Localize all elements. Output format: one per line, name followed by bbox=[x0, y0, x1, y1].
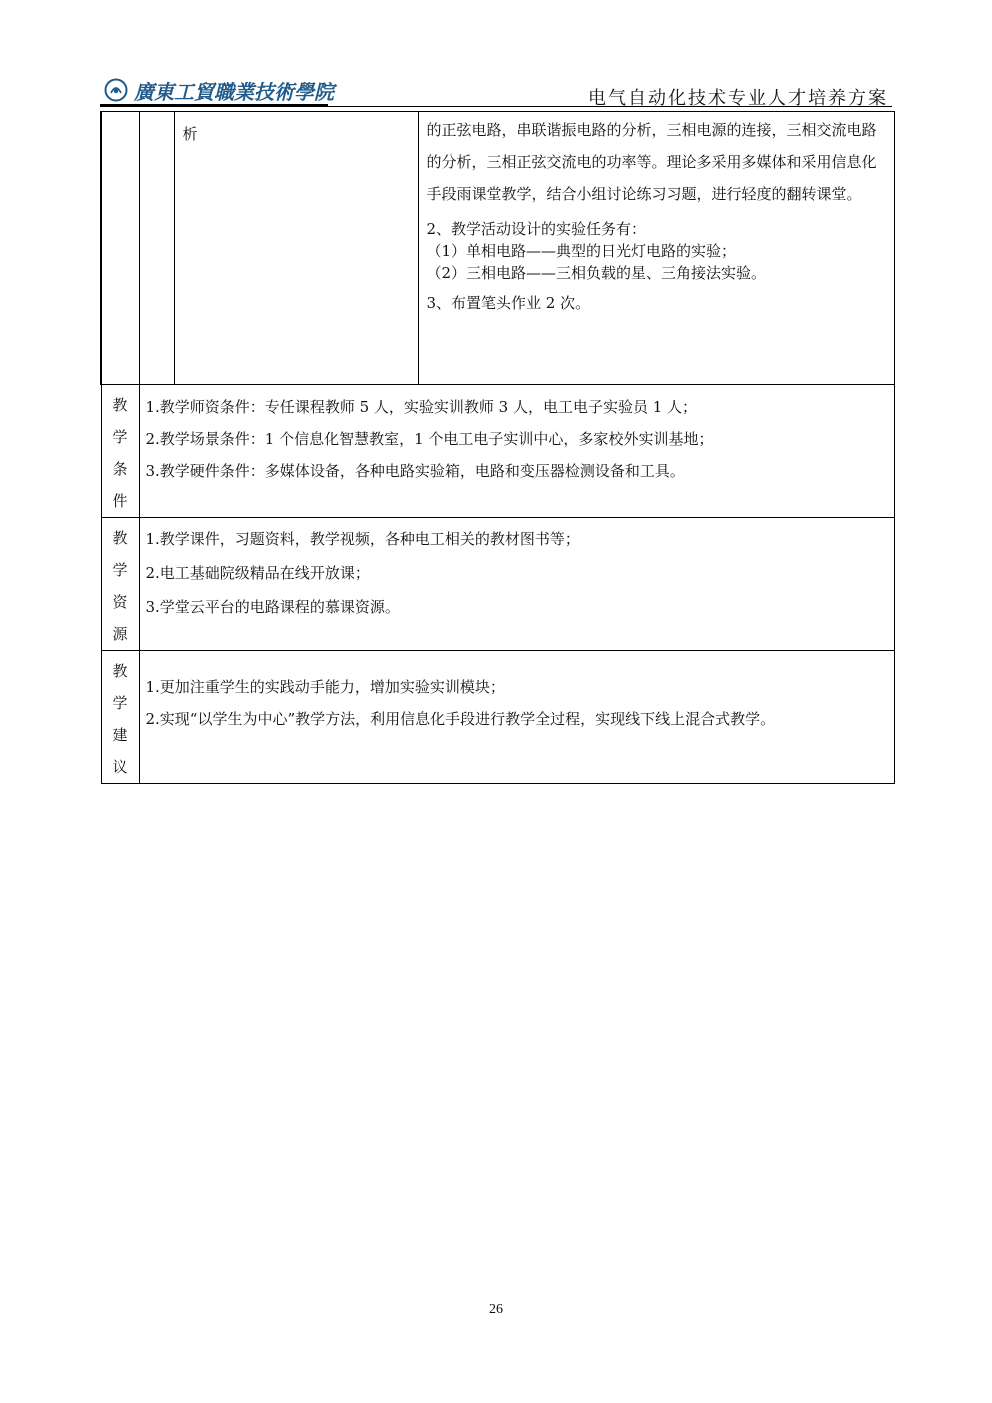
document-title: 电气自动化技术专业人才培养方案 bbox=[588, 88, 888, 109]
list-item: 3、布置笔头作业 2 次。 bbox=[426, 294, 591, 312]
list-item: 1.教学师资条件：专任课程教师 5 人，实验实训教师 3 人，电工电子实验员 1 人； bbox=[145, 398, 698, 416]
table-cell bbox=[174, 112, 418, 385]
table-cell bbox=[101, 112, 139, 385]
table-row bbox=[101, 518, 894, 651]
teaching-description: 的正弦电路，串联谐振电路的分析，三相电源的连接，三相交流电路的分析，三相正弦交流电的功率等。理论多采用多媒体和采用信息化手段雨课堂教学，结合小组讨论练习习题，进行轻度的翻转课堂。 bbox=[426, 121, 877, 203]
topic-text: 析 bbox=[182, 125, 198, 143]
school-logo bbox=[104, 74, 334, 106]
page-number: 26 bbox=[489, 1302, 503, 1317]
section-content bbox=[139, 518, 894, 651]
list-item: 2.电工基础院级精品在线开放课； bbox=[145, 564, 370, 582]
list-item: 2、教学活动设计的实验任务有： bbox=[426, 220, 647, 238]
table-row bbox=[101, 385, 894, 518]
school-emblem-icon bbox=[104, 78, 128, 102]
section-content bbox=[139, 385, 894, 518]
list-item: 2.教学场景条件：1 个信息化智慧教室，1 个电工电子实训中心，多家校外实训基地； bbox=[145, 430, 714, 448]
list-item: （1）单相电路——典型的日光灯电路的实验； bbox=[426, 242, 737, 260]
list-item: 1.教学课件，习题资料，教学视频，各种电工相关的教材图书等； bbox=[145, 530, 580, 548]
list-item: 3.学堂云平台的电路课程的慕课资源。 bbox=[145, 598, 400, 616]
table-cell bbox=[139, 112, 174, 385]
list-item: 1.更加注重学生的实践动手能力，增加实验实训模块； bbox=[145, 678, 505, 696]
header-rule bbox=[100, 106, 892, 107]
school-name: 廣東工貿職業技術學院 bbox=[134, 79, 334, 104]
table-cell bbox=[418, 112, 894, 385]
section-content bbox=[139, 651, 894, 784]
section-label: 教 学 建 议 bbox=[101, 651, 139, 784]
course-table bbox=[100, 111, 895, 784]
list-item: 3.教学硬件条件：多媒体设备，各种电路实验箱，电路和变压器检测设备和工具。 bbox=[145, 462, 685, 480]
table-row bbox=[101, 651, 894, 784]
section-label: 教 学 资 源 bbox=[101, 518, 139, 651]
table-row bbox=[101, 112, 894, 385]
list-item: （2）三相电路——三相负载的星、三角接法实验。 bbox=[426, 264, 767, 282]
list-item: 2.实现“以学生为中心”教学方法，利用信息化手段进行教学全过程，实现线下线上混合式教学。 bbox=[145, 710, 776, 728]
section-label: 教 学 条 件 bbox=[101, 385, 139, 518]
